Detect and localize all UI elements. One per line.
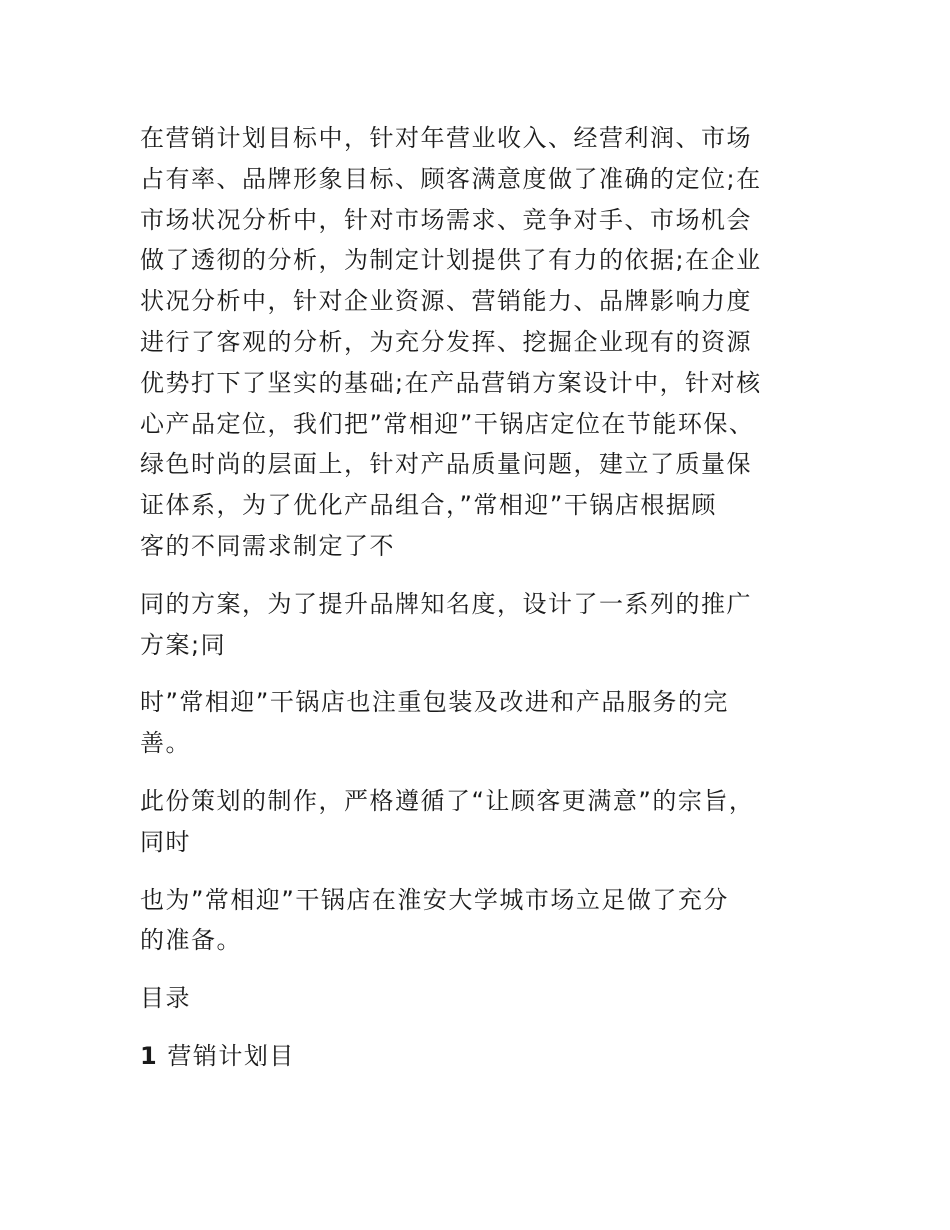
paragraph-summary xyxy=(140,118,810,567)
text-line: 心产品定位，我们把”常相迎”干锅店定位在节能环保、 xyxy=(140,409,755,438)
toc-item xyxy=(140,1036,810,1077)
text-line: 占有率、品牌形象目标、顾客满意度做了准确的定位;在 xyxy=(140,164,762,193)
text-line: 时”常相迎”干锅店也注重包装及改进和产品服务的完 xyxy=(140,688,729,717)
text-line: 做了透彻的分析，为制定计划提供了有力的依据;在企业 xyxy=(140,246,762,275)
text-line: 进行了客观的分析，为充分发挥、挖掘企业现有的资源 xyxy=(140,327,752,356)
paragraph-preparation xyxy=(140,880,810,962)
text-line: 的准备。 xyxy=(140,926,242,955)
text-line: 在营销计划目标中，针对年营业收入、经营利润、市场 xyxy=(140,124,752,152)
text-line: 善。 xyxy=(140,729,191,758)
text-line: 市场状况分析中，针对市场需求、竞争对手、市场机会 xyxy=(140,205,752,234)
toc-heading: 目录 xyxy=(140,984,191,1013)
document-page xyxy=(140,118,810,1077)
text-line: 也为”常相迎”干锅店在淮安大学城市场立足做了充分 xyxy=(140,885,729,914)
text-line: 同的方案，为了提升品牌知名度，设计了一系列的推广 xyxy=(140,589,752,618)
toc-item-title: 营销计划目 xyxy=(167,1041,295,1070)
text-line: 此份策划的制作，严格遵循了“让顾客更满意”的宗旨， xyxy=(140,786,755,815)
paragraph-packaging xyxy=(140,682,810,764)
text-line: 客的不同需求制定了不 xyxy=(140,531,395,560)
text-line: 绿色时尚的层面上，针对产品质量问题，建立了质量保 xyxy=(140,450,752,479)
text-line: 状况分析中，针对企业资源、营销能力、品牌影响力度 xyxy=(140,287,752,316)
paragraph-purpose xyxy=(140,781,810,863)
text-line: 方案;同 xyxy=(140,630,227,659)
text-line: 同时 xyxy=(140,827,191,856)
text-line: 证体系，为了优化产品组合，”常相迎”干锅店根据顾 xyxy=(140,491,717,520)
text-line: 优势打下了坚实的基础;在产品营销方案设计中，针对核 xyxy=(140,368,762,397)
paragraph-promotion xyxy=(140,584,810,666)
toc-item-number: 1 xyxy=(140,1041,159,1070)
